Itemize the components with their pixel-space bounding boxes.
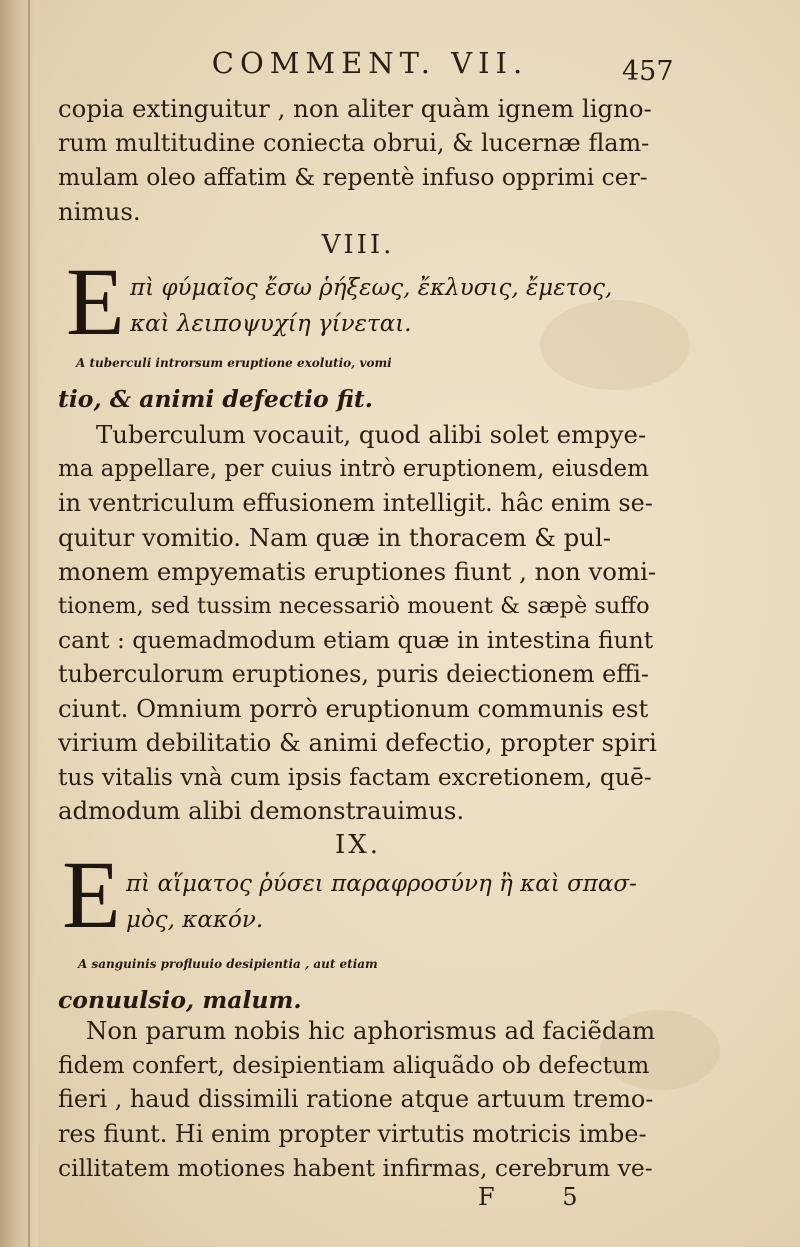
gutter-fold xyxy=(28,0,30,1247)
aphorism-number: VIII. xyxy=(321,230,395,260)
text-line: Tuberculum vocauit, quod alibi solet empye- xyxy=(96,420,647,449)
text-line: copia extinguitur , non aliter quàm ignem ligno- xyxy=(58,94,652,123)
text-line: mulam oleo affatim & repentè infuso opprimi cer- xyxy=(58,163,648,192)
latin-aphorism-line: conuulsio, malum. xyxy=(58,986,302,1014)
latin-aphorism-line: A sanguinis profluuio desipientia , aut etiam xyxy=(78,957,378,971)
text-line: ma appellare, per cuius intrò eruptionem, eiusdem xyxy=(58,456,649,483)
drop-cap-initial: E xyxy=(66,248,125,355)
latin-aphorism-line: tio, & animi defectio fit. xyxy=(58,385,373,413)
latin-aphorism-line: A tuberculi introrsum eruptione exolutio, vomi xyxy=(76,356,392,370)
continuation-paragraph xyxy=(58,92,658,229)
text-line: quitur vomitio. Nam quæ in thoracem & pul- xyxy=(58,522,612,552)
text-line: Non parum nobis hic aphorismus ad faciẽdam xyxy=(86,1016,656,1045)
text-line: tionem, sed tussim necessariò mouent & sæpè suffo xyxy=(58,592,650,619)
text-line: ciunt. Omnium porrò eruptionum communis est xyxy=(58,693,649,723)
text-line: res fiunt. Hi enim propter virtutis motricis imbe- xyxy=(58,1119,647,1148)
greek-aphorism-line: καὶ λειποψυχίη γίνεται. xyxy=(130,311,412,337)
text-line: tuberculorum eruptiones, puris deiectionem effi- xyxy=(58,660,649,689)
text-line: cant : quemadmodum etiam quæ in intestina fiunt xyxy=(58,626,654,655)
text-line: nimus. xyxy=(58,196,141,226)
text-line: rum multitudine coniecta obrui, & lucernæ flam- xyxy=(58,129,650,158)
text-line: cillitatem motiones habent infirmas, cerebrum ve- xyxy=(58,1153,653,1182)
text-line: fieri , haud dissimili ratione atque artuum tremo- xyxy=(58,1085,654,1114)
text-line: monem empyematis eruptiones fiunt , non vomi- xyxy=(58,556,657,586)
book-gutter xyxy=(0,0,38,1247)
commentary-paragraph xyxy=(58,1014,658,1185)
text-line: in ventriculum effusionem intelligit. hâc enim se- xyxy=(58,489,653,518)
greek-aphorism-line: πὶ αἵματος ῥύσει παραφροσύνη ἢ καὶ σπασ- xyxy=(126,871,637,897)
aphorism-number: IX. xyxy=(334,830,382,860)
page-number: 457 xyxy=(622,56,674,87)
text-line: virium debilitatio & animi defectio, propter spiri xyxy=(58,727,657,757)
signature-mark: F 5 xyxy=(478,1183,608,1211)
running-head: COMMENT. VII. xyxy=(211,46,529,80)
greek-aphorism-line: μὸς, κακόν. xyxy=(126,907,264,933)
commentary-paragraph xyxy=(58,418,658,828)
text-line: fidem confert, desipientiam aliquãdo ob defectum xyxy=(58,1051,650,1080)
text-line: admodum alibi demonstrauimus. xyxy=(58,796,465,826)
greek-aphorism-line: πὶ φύμαῖος ἔσω ῥήξεως, ἔκλυσις, ἔμετος, xyxy=(130,275,613,301)
drop-cap-initial: E xyxy=(62,841,121,948)
text-line: tus vitalis vnà cum ipsis factam excretionem, quē- xyxy=(58,762,652,791)
